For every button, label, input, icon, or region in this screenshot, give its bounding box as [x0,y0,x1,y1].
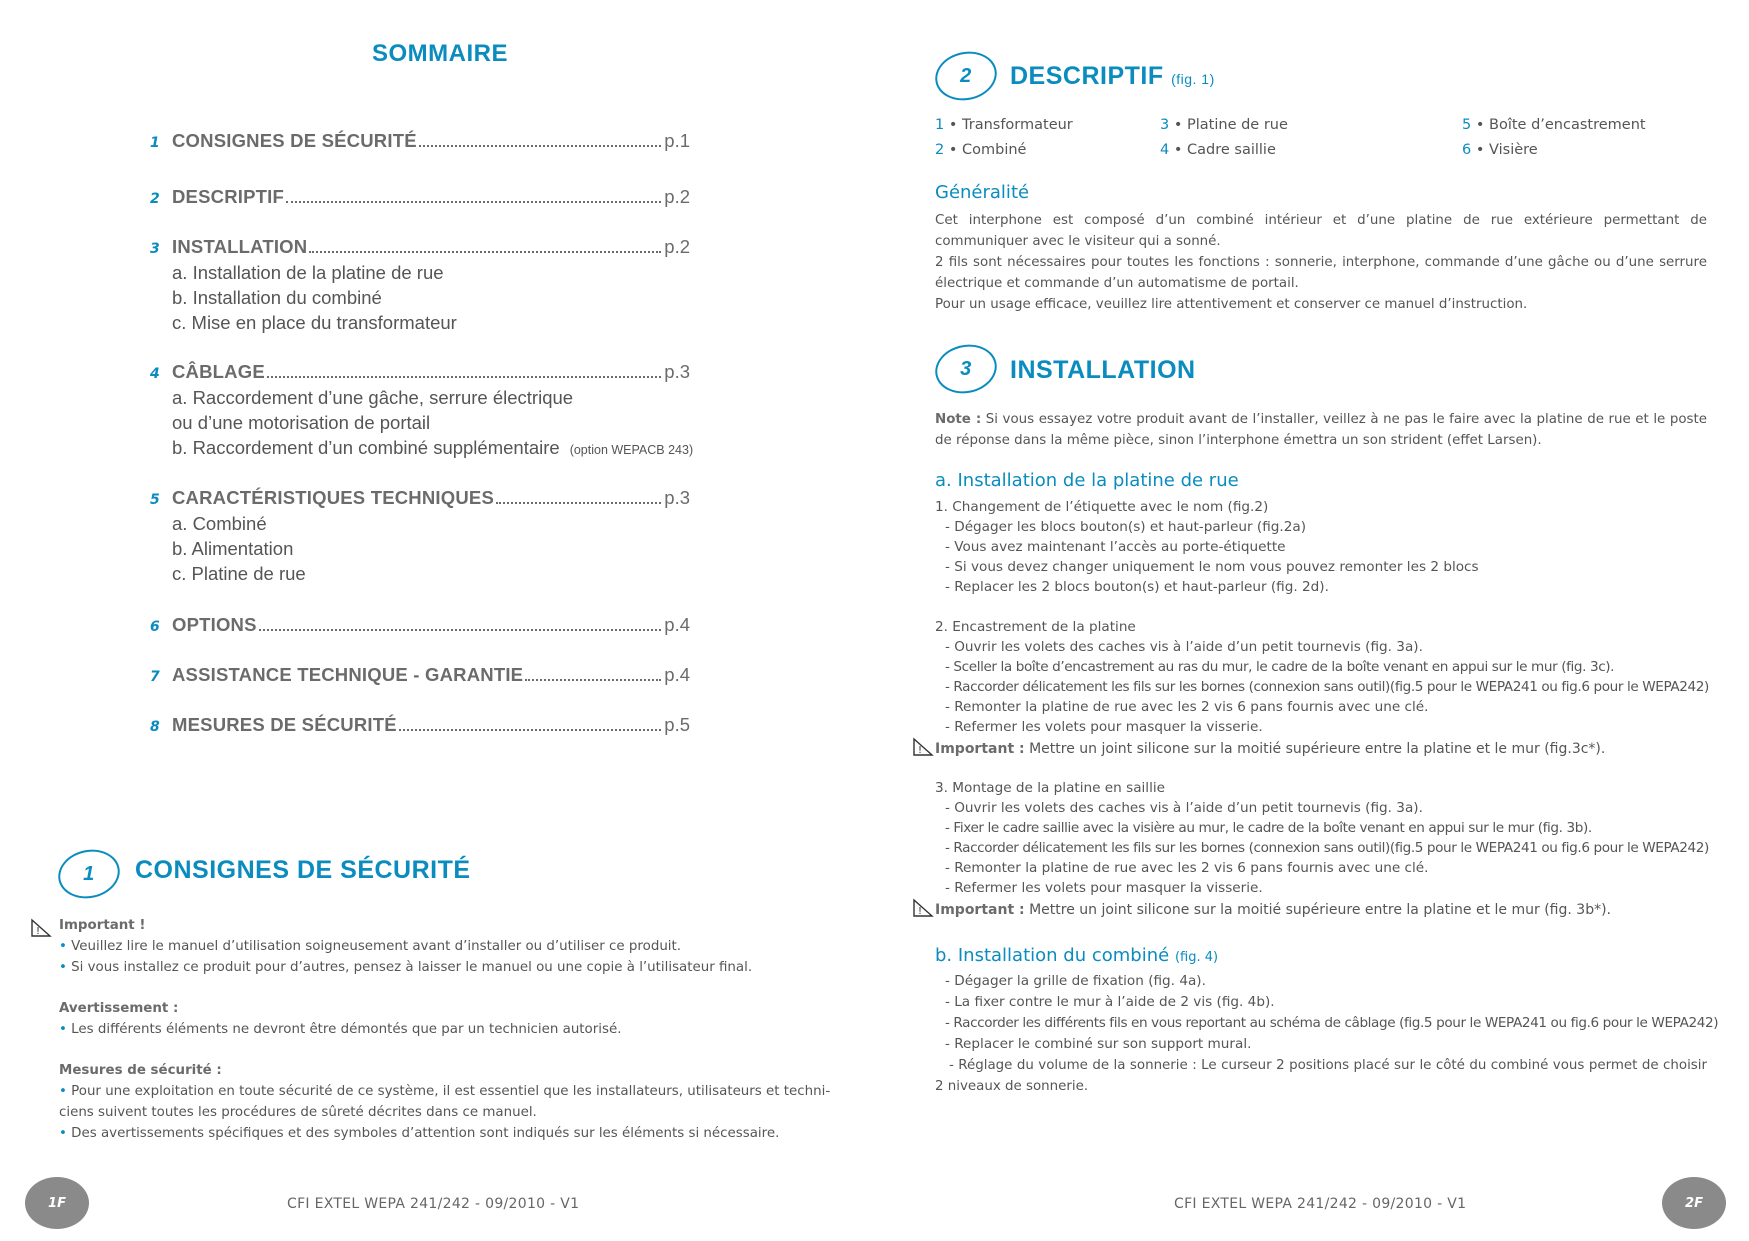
toc-entry-title: CONSIGNES DE SÉCURITÉ [172,130,417,151]
step-line: - Refermer les volets pour masquer la visserie. [945,880,1263,896]
toc-entry[interactable] [150,614,690,640]
toc-subentry-text: a. Combiné [172,513,267,534]
important-line-2: • Si vous installez ce produit pour d’autres, pensez à laisser le manuel ou une copie à l’utilisateur final. [59,960,753,975]
toc-entry[interactable] [150,714,690,740]
toc-subentry[interactable] [172,513,267,535]
warning-icon [912,898,934,918]
descriptif-title [1010,62,1215,91]
toc-subentry-text: a. Raccordement d’une gâche, serrure électrique [172,387,574,408]
step-line: - Si vous devez changer uniquement le nom vous pouvez remonter les 2 blocs [945,559,1479,575]
generalite-text-3: Pour un usage efficace, veuillez lire attentivement et conserver ce manuel d’instruction. [935,297,1528,312]
toc-leader-dots [419,145,662,147]
toc-entry[interactable] [150,487,690,513]
toc-entry-title: INSTALLATION [172,236,308,257]
install-a-important-2: Important : Mettre un joint silicone sur la moitié supérieure entre la platine et le mur (fig. 3b*). [935,902,1611,918]
toc-entry-page: p.3 [664,487,690,508]
svg-text:!: ! [918,906,923,917]
step-line: - Sceller la boîte d’encastrement au ras du mur, le cadre de la boîte venant en appui sur le mur (fig. 3c). [945,659,1615,675]
toc-entry[interactable] [150,361,690,387]
toc-subentry-text: a. Installation de la platine de rue [172,262,444,283]
sommaire-title: SOMMAIRE [372,40,508,67]
toc-entry-page: p.1 [664,130,690,151]
toc-subentry[interactable] [172,387,573,409]
install-b-title: b. Installation du combiné (fig. 4) [935,945,1219,966]
descriptif-fig: (fig. 1) [1171,71,1215,87]
generalite-text-1: Cet interphone est composé d’un combiné intérieur et d’une platine de rue extérieure permettant de communiquer avec le visiteur qui a sonné. [935,213,1707,249]
important-label: Important ! [59,918,146,933]
toc-subentry-text: b. Raccordement d’un combiné supplémentaire [172,437,560,458]
descriptif-item-1: 1 • Transformateur [935,117,1073,133]
step-line: - Remonter la platine de rue avec les 2 vis 6 pans fournis avec une clé. [945,699,1429,715]
toc-subentry[interactable] [172,437,693,459]
step-line: - Remonter la platine de rue avec les 2 vis 6 pans fournis avec une clé. [945,860,1429,876]
toc-entry-page: p.3 [664,361,690,382]
toc-entry-page: p.5 [664,714,690,735]
consignes-title: CONSIGNES DE SÉCURITÉ [135,856,471,884]
section-3-number: 3 [960,357,972,380]
mesures-label: Mesures de sécurité : [59,1063,222,1078]
footer-left: CFI EXTEL WEPA 241/242 - 09/2010 - V1 [287,1196,580,1212]
step-line: - Raccorder délicatement les fils sur les bornes (connexion sans outil)(fig.5 pour le WEPA241 ou fig.6 pour le WEPA242) [945,679,1709,695]
note-text: Note : Si vous essayez votre produit avant de l’installer, veillez à ne pas le faire avec la platine de rue et le poste de réponse dans la même pièce, sinon l’interphone émettra un son strident (effet Larsen). [935,412,1707,448]
warning-icon [912,737,934,757]
mesures-line-1: • Pour une exploitation en toute sécurité de ce système, il est essentiel que les installateurs, utilisateurs et techni- [59,1084,831,1099]
section-3-badge [931,339,1002,399]
section-2-number: 2 [960,64,972,87]
install-b-last: - Réglage du volume de la sonnerie : Le curseur 2 positions placé sur le côté du combiné vous permet de choisir 2 niveaux de sonnerie. [935,1058,1707,1094]
toc-entry-number: 1 [150,135,160,151]
toc-entry-page: p.4 [664,664,690,685]
step-line: 2. Encastrement de la platine [935,619,1136,635]
page-badge-right [1662,1177,1726,1229]
toc-subentry-text: c. Mise en place du transformateur [172,312,457,333]
step-line: - Ouvrir les volets des caches vis à l’aide d’un petit tournevis (fig. 3a). [945,800,1423,816]
toc-leader-dots [286,201,661,203]
toc-entry-title: DESCRIPTIF [172,186,284,207]
step-line: - Vous avez maintenant l’accès au porte-étiquette [945,539,1286,555]
toc-subentry[interactable] [172,538,293,560]
important-line-1: • Veuillez lire le manuel d’utilisation soigneusement avant d’installer ou d’utiliser ce produit. [59,939,682,954]
toc-entry-number: 4 [150,366,160,382]
toc-leader-dots [399,729,661,731]
warning-icon [30,918,52,938]
toc-entry-number: 7 [150,669,160,685]
step-line: 1. Changement de l’étiquette avec le nom (fig.2) [935,499,1269,515]
toc-entry[interactable] [150,130,690,156]
toc-leader-dots [259,629,662,631]
toc-entry-title: MESURES DE SÉCURITÉ [172,714,397,735]
toc-entry-number: 5 [150,492,160,508]
toc-entry-number: 6 [150,619,160,635]
toc-subentry[interactable] [172,262,444,284]
toc-entry-title: ASSISTANCE TECHNIQUE - GARANTIE [172,664,524,685]
section-2-badge [931,46,1002,106]
toc-subentry[interactable] [172,563,306,585]
footer-right: CFI EXTEL WEPA 241/242 - 09/2010 - V1 [1174,1196,1467,1212]
avertissement-line: • Les différents éléments ne devront être démontés que par un technicien autorisé. [59,1022,622,1037]
toc-entry[interactable] [150,236,690,262]
page-badge-left [25,1177,89,1229]
descriptif-item-3: 3 • Platine de rue [1160,117,1288,133]
toc-entry-page: p.4 [664,614,690,635]
step-line: - Raccorder les différents fils en vous reportant au schéma de câblage (fig.5 pour le WEPA241 ou fig.6 pour le WEPA242) [945,1015,1719,1031]
toc-entry-number: 3 [150,241,160,257]
toc-leader-dots [267,376,661,378]
svg-text:!: ! [36,926,41,937]
toc-subentry-text: b. Alimentation [172,538,294,559]
toc-entry-title: CÂBLAGE [172,361,265,382]
toc-subentry-text: ou d’une motorisation de portail [172,412,431,433]
step-line: - Dégager les blocs bouton(s) et haut-parleur (fig.2a) [945,519,1307,535]
section-1-number: 1 [83,862,95,885]
toc-entry-page: p.2 [664,236,690,257]
page-badge-right-text: 2F [1685,1195,1703,1211]
toc-subentry[interactable] [172,412,430,434]
toc-entry-title: CARACTÉRISTIQUES TECHNIQUES [172,487,494,508]
toc-leader-dots [309,251,661,253]
toc-subentry[interactable] [172,287,382,309]
toc-subentry[interactable] [172,312,457,334]
install-a-title: a. Installation de la platine de rue [935,470,1239,491]
step-line: - Fixer le cadre saillie avec la visière au mur, le cadre de la boîte venant en appui sur le mur (fig. 3b). [945,820,1592,836]
toc-subentry-option: (option WEPACB 243) [569,443,694,457]
toc-entry-title: OPTIONS [172,614,257,635]
descriptif-item-5: 5 • Boîte d’encastrement [1462,117,1646,133]
step-line: 3. Montage de la platine en saillie [935,780,1165,796]
section-1-badge [54,844,125,904]
installation-title: INSTALLATION [1010,356,1196,384]
descriptif-item-4: 4 • Cadre saillie [1160,142,1276,158]
step-line: - Ouvrir les volets des caches vis à l’aide d’un petit tournevis (fig. 3a). [945,639,1423,655]
toc-entry-page: p.2 [664,186,690,207]
toc-entry[interactable] [150,186,690,212]
step-line: - Raccorder délicatement les fils sur les bornes (connexion sans outil)(fig.5 pour le WEPA241 ou fig.6 pour le WEPA242) [945,840,1709,856]
toc-leader-dots [525,679,661,681]
step-line: - Dégager la grille de fixation (fig. 4a). [945,973,1206,989]
svg-text:!: ! [918,745,923,756]
descriptif-item-2: 2 • Combiné [935,142,1027,158]
toc-leader-dots [496,502,661,504]
descriptif-item-6: 6 • Visière [1462,142,1538,158]
step-line: - La fixer contre le mur à l’aide de 2 vis (fig. 4b). [945,994,1275,1010]
toc-subentry-text: c. Platine de rue [172,563,306,584]
toc-entry-number: 2 [150,191,160,207]
install-a-important-1: Important : Mettre un joint silicone sur la moitié supérieure entre la platine et le mur (fig.3c*). [935,741,1606,757]
step-line: - Replacer le combiné sur son support mural. [945,1036,1252,1052]
page-badge-left-text: 1F [48,1195,66,1211]
mesures-line-3: • Des avertissements spécifiques et des symboles d’attention sont indiqués sur les éléments si nécessaire. [59,1126,780,1141]
step-line: - Replacer les 2 blocs bouton(s) et haut-parleur (fig. 2d). [945,579,1329,595]
generalite-text-2: 2 fils sont nécessaires pour toutes les fonctions : sonnerie, interphone, commande d’une gâche ou d’une serrure électrique et commande d’un automatisme de portail. [935,255,1707,291]
toc-entry-number: 8 [150,719,160,735]
toc-entry[interactable] [150,664,690,690]
step-line: - Refermer les volets pour masquer la visserie. [945,719,1263,735]
generalite-title: Généralité [935,182,1030,203]
toc-subentry-text: b. Installation du combiné [172,287,382,308]
descriptif-title-text: DESCRIPTIF [1010,62,1164,90]
avertissement-label: Avertissement : [59,1001,179,1016]
mesures-line-2: ciens suivent toutes les procédures de sûreté décrites dans ce manuel. [59,1105,537,1120]
